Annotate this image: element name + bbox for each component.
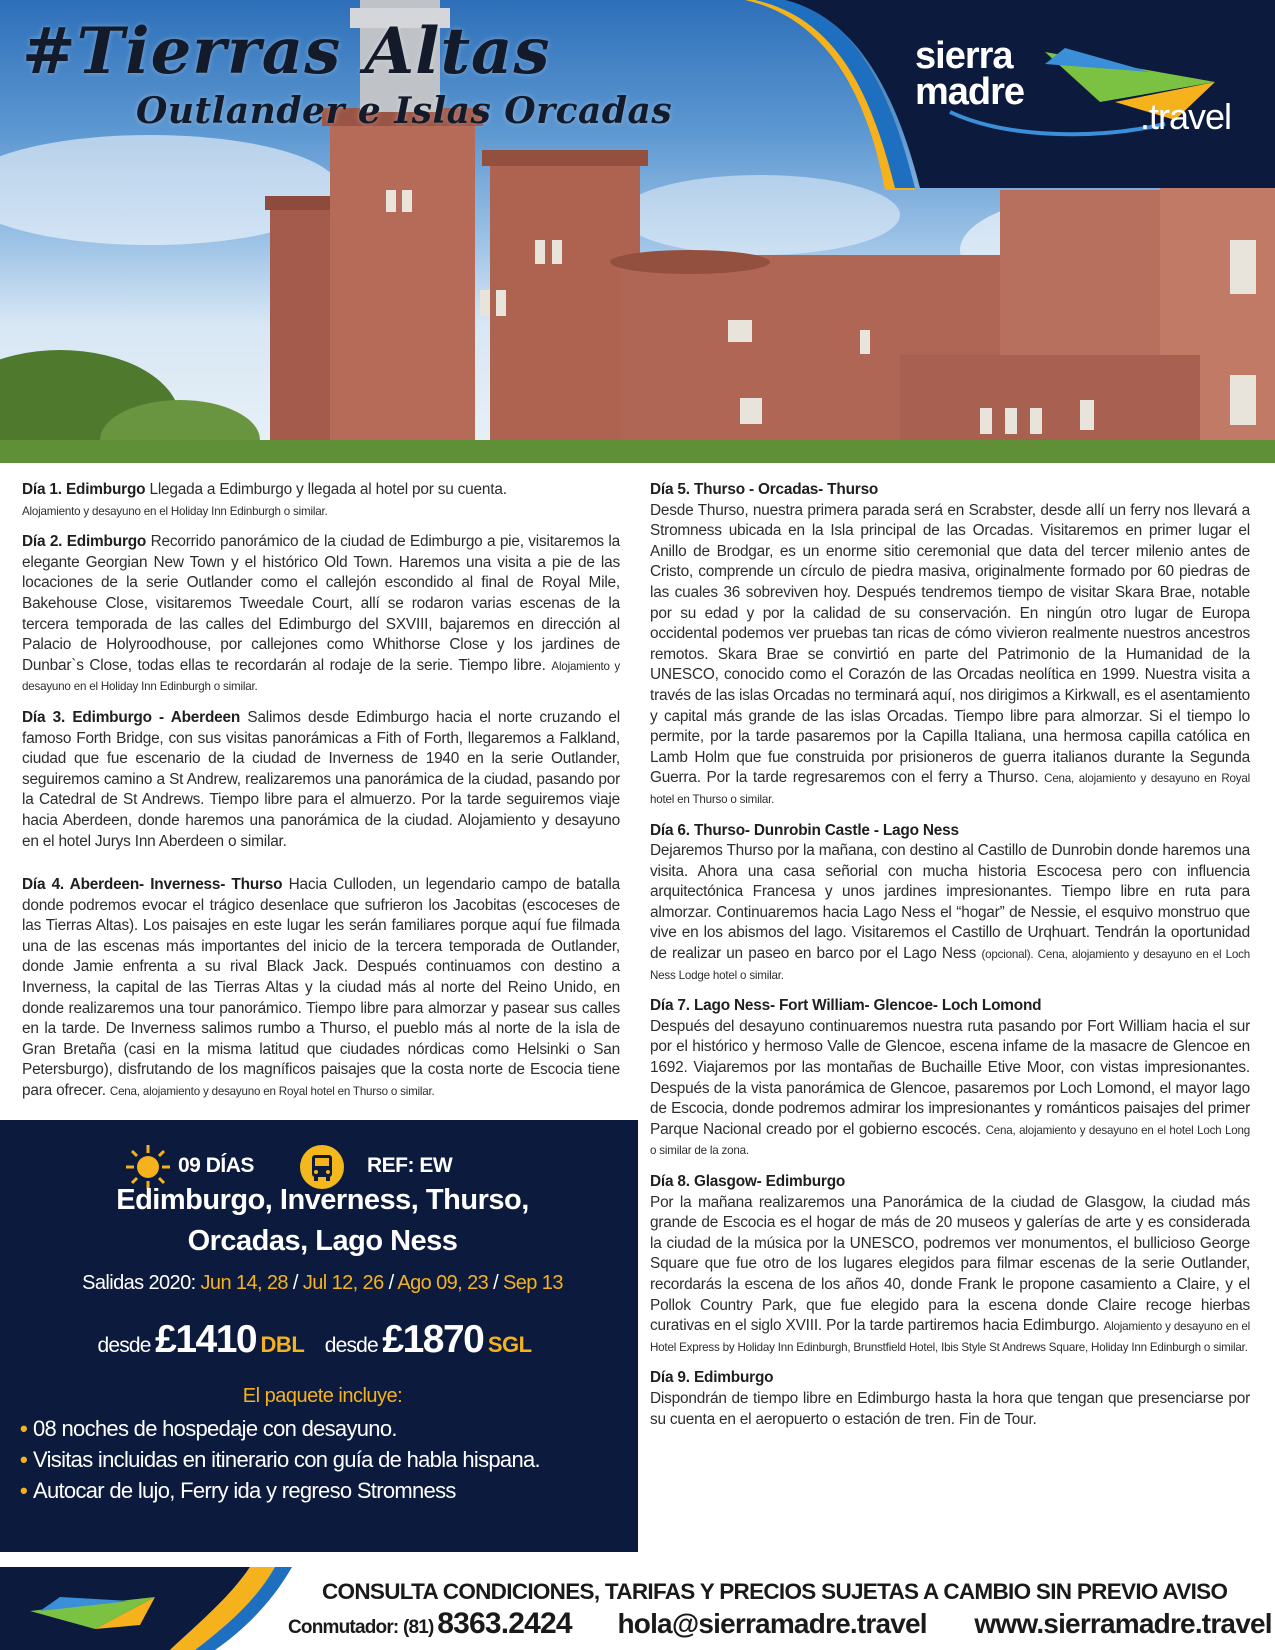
includes-item: • Autocar de lujo, Ferry ida y regreso Stromness — [20, 1478, 456, 1503]
hero-banner — [0, 0, 1275, 463]
departure-date: Jun 14, 28 — [200, 1272, 288, 1294]
package-duration: 09 DÍAS — [178, 1154, 254, 1177]
day-title: Día 1. Edimburgo — [22, 481, 146, 498]
includes-title: El paquete incluye: — [242, 1385, 403, 1407]
price-single-label: SGL — [487, 1332, 532, 1357]
day-4 — [22, 875, 620, 1102]
day-body: Salimos desde Edimburgo hacia el norte cruzando el famoso Forth Bridge, con sus visitas panorámicas a Fith of Forth, llegaremos a Falkland, ciudad que fue escenario de la ciudad de Inverness de 1940 en la serie Outlander, seguiremos camino a St Andrew, realizaremos una panorámica de la ciudad, pasando por la Catedral de St Andrews. Tiempo libre para el almuerzo. Por la tarde seguiremos viaje hacia Aberdeen, donde haremos una panorámica de la ciudad. Alojamiento y desayuno en el hotel Jurys Inn Aberdeen o similar. — [22, 708, 620, 850]
day-5 — [650, 480, 1250, 810]
day-body: Dejaremos Thurso por la mañana, con destino al Castillo de Dunrobin donde haremos una visita. Ahora una casa señorial con mucha historia Escocesa pero con influencia arquitectónica Francesa y unos jardines impresionantes. Tiempo libre en ruta para almorzar. Continuaremos hacia Lago Ness el “hogar” de Nessie, el esquivo monstruo que vive en los abismos del lago. Visitaremos el Castillo de Urqhuart. Tendrán la oportunidad de realizar un paseo en barco por el Lago Ness — [650, 842, 1250, 963]
package-reference: REF: EW — [367, 1154, 453, 1177]
day-title: Día 5. Thurso - Orcadas- Thurso — [650, 481, 879, 498]
hero-subtitle: Outlander e Islas Orcadas — [136, 90, 673, 132]
day-body: Desde Thurso, nuestra primera parada será en Scrabster, desde allí un ferry nos llevará a Stromness ubicada en la Isla principal de las Orcadas. Visitaremos en primer lugar el Anillo de Brodgar, es un enorme sitio ceremonial que data del tercer milenio antes de Cristo, comprende un círculo de piedra masiva, originalmente formado por 60 piedras de las cuales 36 sobreviven hoy. Después tendremos tiempo de visitar Skara Brae, notable por su edad y por la calidad de su conservación. En ningún otro lugar de Europa occidental podemos ver pruebas tan ricas de cómo vivieron realmente nuestros ancestros remotos. Skara Brae se convirtió en parte del Patrimonio de la Humanidad de la UNESCO, conocido como el Corazón de las Orcadas neolítica en 1999. Nuestra visita a través de las islas Orcadas no terminará aquí, nos dirigimos a Kirkwall, es el asentamiento y capital más grande de las islas Orcadas. Tiempo libre para almorzar. Si el tiempo lo permite, por la tarde pasaremos por la Capilla Italiana, una hermosa capilla católica en Lamb Holm que fue construida por prisioneros de guerra italianos durante la Segunda Guerra. Por la tarde regresaremos con el ferry a Thurso. — [650, 501, 1250, 787]
day-title: Día 7. Lago Ness- Fort William- Glencoe- Loch Lomond — [650, 997, 1042, 1015]
day-title: Día 2. Edimburgo — [22, 533, 147, 551]
day-1 — [22, 480, 620, 521]
price-double: 1410 — [175, 1318, 257, 1361]
day-note: Alojamiento y desayuno en el Holiday Inn Edinburgh o similar. — [22, 504, 328, 518]
day-note: Cena, alojamiento y desayuno en Royal hotel en Thurso o similar. — [650, 772, 1250, 806]
day-title: Día 8. Glasgow- Edimburgo — [650, 1173, 846, 1190]
day-2 — [22, 532, 620, 697]
brand-suffix: .travel — [1140, 96, 1232, 137]
email-link[interactable]: hola@sierramadre.travel — [617, 1608, 927, 1639]
footer — [0, 1567, 1275, 1650]
day-title: Día 4. Aberdeen- Inverness- Thurso — [22, 876, 283, 894]
cities-line-2: Orcadas, Lago Ness — [187, 1225, 458, 1257]
phone-number[interactable]: 8363.2424 — [437, 1607, 572, 1640]
price-prefix: desde — [97, 1334, 151, 1357]
day-3 — [22, 708, 620, 852]
website-link[interactable]: www.sierramadre.travel — [974, 1608, 1272, 1639]
brand-line2: madre — [915, 71, 1025, 113]
includes-list — [20, 1413, 540, 1506]
day-body: Hacia Culloden, un legendario campo de batalla donde podremos evocar el trágico desenlace que sufrieron los Jacobitas (escoceses de las Tierras Altas). Los paisajes en este lugar les serán familiares porque aquí fue filmada una de las escenas más importantes del inicio de la tercera temporada de Outlander, donde Jamie enfrenta a su rival Black Jack. Después continuamos con destino a Inverness, la capital de las Tierras Altas y la ciudad más al norte del Reino Unido, en donde realizaremos una tour panorámico. Tiempo libre para almorzar y pasear sus calles en la tarde. De Inverness salimos rumbo a Thurso, el pueblo más al norte de la isla de Gran Bretaña (casi en la misma latitud que ciudades nórdicas como Helsinki o San Petersburgo), disfrutando de los magníficos paisajes que la costa norte de Escocia tiene para ofrecer. — [22, 876, 621, 1100]
day-title: Día 6. Thurso- Dunrobin Castle - Lago Ness — [650, 821, 959, 839]
day-body: Por la mañana realizaremos una Panorámica de la ciudad de Glasgow, la ciudad más grande de Escocia es el hogar de más de 20 museos y galerías de arte y es considerada la ciudad de la música por la UNESCO, podremos ver monumentos, el bullicioso George Square que fue otro de los lugares elegidos para filmar escenas de la serie Outlander, recordarás la escena de los años 40, donde Frank le propone casamiento a Claire, y el Pollok Country Park, que fue elegido para la escena donde Claire recoge hierbas curativas en el siglo XVIII. Por la tarde partiremos hacia Edimburgo. — [650, 1193, 1250, 1335]
departure-date: Ago 09, 23 — [397, 1272, 489, 1294]
price-prefix: desde — [324, 1334, 378, 1357]
day-7 — [650, 996, 1250, 1161]
day-note: Alojamiento y desayuno en el Holiday Inn Edinburgh o similar. — [22, 659, 621, 694]
phone-label: Conmutador: (81) — [288, 1617, 434, 1638]
includes-item: • 08 noches de hospedaje con desayuno. — [20, 1416, 397, 1441]
departure-dates — [0, 1272, 645, 1295]
cities-line-1: Edimburgo, Inverness, Thurso, — [116, 1184, 529, 1216]
price-double-label: DBL — [260, 1332, 305, 1357]
footer-logo-swoosh — [0, 1567, 300, 1650]
day-body: Dispondrán de tiempo libre en Edimburgo hasta la hora que tengan que presenciarse por su cuenta en el aeropuerto o estación de tren. Fin de Tour. — [650, 1389, 1250, 1428]
hero-title: #Tierras Altas — [22, 14, 551, 89]
price-single: 1870 — [402, 1318, 484, 1361]
itinerary-right-column — [650, 480, 1250, 1441]
brand-line1: sierra — [915, 35, 1013, 77]
price-currency: £ — [382, 1318, 403, 1361]
date-separator: / — [292, 1272, 298, 1294]
day-note: Cena, alojamiento y desayuno en Royal hotel en Thurso o similar. — [109, 1085, 435, 1099]
day-title: Día 3. Edimburgo - Aberdeen — [22, 708, 241, 726]
day-body: Recorrido panorámico de la ciudad de Edimburgo a pie, visitaremos la elegante Georgian New Town y el histórico Old Town. Haremos una visita a pie de las locaciones de la serie Outlander como el callejón escondido al final de Royal Mile, Bakehouse Close, visitaremos Tweedale Court, allí se rodaron varias escenas de la tercera temporada de las calles del Edimburgo del SXVIII, bajaremos en dirección al Palacio de Holyroodhouse, por callejones como Whithorse Close y los jardines de Dunbar`s Close, todas ellas te recordarán al rodaje de la serie. Tiempo libre. — [22, 533, 620, 674]
day-title: Día 9. Edimburgo — [650, 1369, 774, 1387]
package-info-box — [0, 1120, 638, 1552]
day-6 — [650, 821, 1250, 986]
package-cities — [0, 1180, 645, 1262]
day-note: Cena, alojamiento y desayuno en el hotel Loch Long o similar de la zona. — [650, 1123, 1250, 1158]
day-note: (opcional). Cena, alojamiento y desayuno en el Loch Ness Lodge hotel o similar. — [650, 948, 1250, 982]
departure-date: Sep 13 — [503, 1272, 563, 1294]
footer-disclaimer: CONSULTA CONDICIONES, TARIFAS Y PRECIOS SUJETAS A CAMBIO SIN PREVIO AVISO — [322, 1579, 1228, 1604]
date-separator: / — [493, 1272, 499, 1294]
includes-item: • Visitas incluidas en itinerario con guía de habla hispana. — [20, 1447, 540, 1472]
departures-label: Salidas 2020: — [82, 1272, 196, 1294]
date-separator: / — [388, 1272, 394, 1294]
day-9 — [650, 1368, 1250, 1430]
day-body: Después del desayuno continuaremos nuestra ruta pasando por Fort William hacia el sur por el histórico y hermoso Valle de Glencoe, escena infame de la masacre de Glencoe en 1692. Viajaremos por las montañas de Buchaille Etive Moor, con vistas impresionantes. Después de la vista panorámica de Glencoe, pasaremos por Loch Lomond, el mayor lago de Escocia, donde podremos admirar los impresionantes y románticos paisajes del primer Parque Nacional creado por el gobierno escocés. — [650, 1017, 1250, 1138]
price-currency: £ — [155, 1318, 176, 1361]
day-body: Llegada a Edimburgo y llegada al hotel por su cuenta. — [149, 481, 507, 498]
day-note: Alojamiento y desayuno en el Hotel Express by Holiday Inn Edinburgh, Brunstfield Hotel, Ibis Style St Andrews Square, Holiday Inn Edinburgh o similar. — [650, 1320, 1250, 1354]
footer-contact — [288, 1607, 1272, 1641]
package-prices — [0, 1318, 645, 1362]
departure-date: Jul 12, 26 — [302, 1272, 384, 1294]
brand-logo-text — [915, 35, 1025, 113]
day-8 — [650, 1172, 1250, 1357]
itinerary-left-column — [22, 480, 620, 1113]
